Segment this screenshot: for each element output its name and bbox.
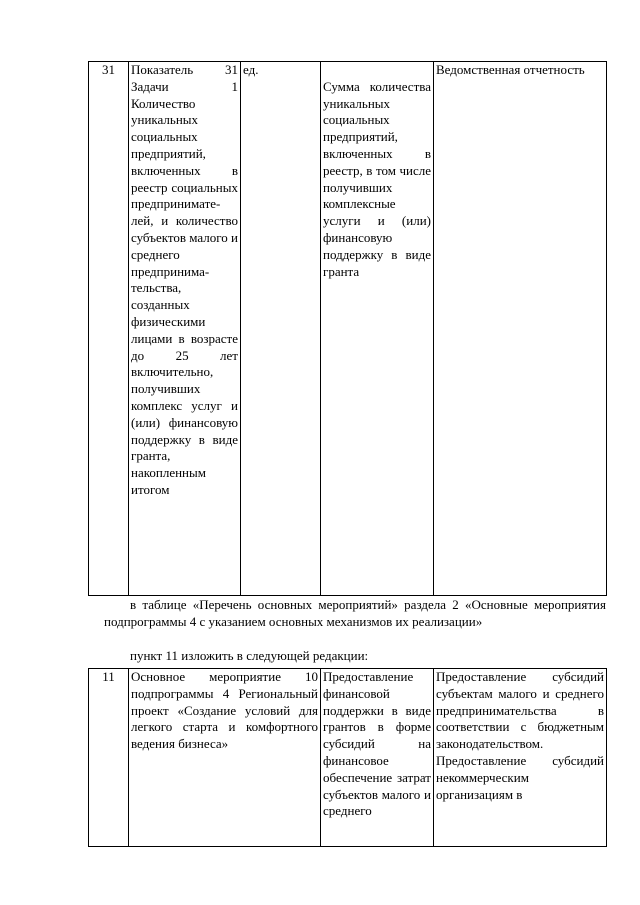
row-number: 31 xyxy=(89,62,129,596)
unit-cell: ед. xyxy=(241,62,321,596)
indicator-table xyxy=(88,61,607,596)
amendment-paragraph xyxy=(104,597,606,631)
table-row xyxy=(89,62,607,596)
calculation-method xyxy=(321,62,434,596)
amendment-instruction xyxy=(104,648,606,665)
indicator-name: Показатель 31 Задачи 1 Количество уникальных социальных предприятий, включенных в реестр социальных предпринимателей, и количество субъектов малого и среднего предпринимательства, созданных физическими лицами в возрасте до 25 лет включительно, получивших комплекс услуг и (или) финансовую поддержку в виде гранта, накопленным итогом xyxy=(129,62,241,596)
table-row xyxy=(89,669,607,847)
data-source: Ведомственная отчетность xyxy=(434,62,607,596)
event-content: Предоставление финансовой поддержки в виде грантов в форме субсидий на финансовое обеспечение затрат субъектов малого и среднего xyxy=(321,669,434,847)
amendment-text: в таблице «Перечень основных мероприятий» раздела 2 «Основные мероприятия подпрограммы 4 с указанием основных механизмов их реализации» xyxy=(104,597,606,629)
implementation-mechanism: Предоставление субсидий субъектам малого и среднего предпринимательства в соответствии с бюджетным законодательством. Предоставление субсидий некоммерческим организациям в xyxy=(434,669,607,847)
event-name: Основное мероприятие 10 подпрограммы 4 Региональный проект «Создание условий для легкого старта и комфортного ведения бизнеса» xyxy=(129,669,321,847)
instruction-text: пункт 11 изложить в следующей редакции: xyxy=(130,648,369,663)
row-number: 11 xyxy=(89,669,129,847)
measures-table xyxy=(88,668,607,847)
calculation-method-text: Сумма количества уникальных социальных предприятий, включенных в реестр, в том числе получивших комплексные услуги и (или) финансовую поддержку в виде гранта xyxy=(323,78,431,279)
